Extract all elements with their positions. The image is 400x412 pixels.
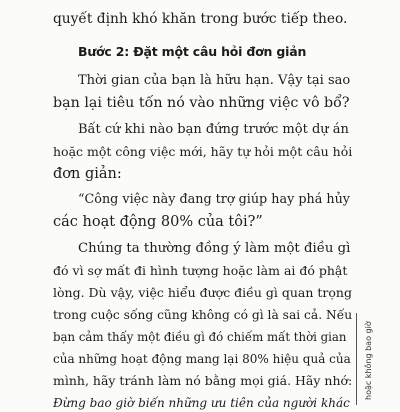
paragraph-line-italic: Đừng bao giờ biến những ưu tiên của người khác	[53, 396, 350, 410]
paragraph-line: bạn lại tiêu tốn nó vào những việc vô bổ?	[53, 95, 350, 111]
paragraph-line: lòng. Dù vậy, việc hiểu được điều gì quan trọng	[53, 285, 352, 300]
quote-line: các hoạt động 80% của tôi?”	[53, 214, 263, 230]
paragraph-line-top: quyết định khó khăn trong bước tiếp theo.	[53, 11, 348, 27]
paragraph-line: đơn giản:	[53, 166, 122, 182]
paragraph-line: đó vì sợ mất đi hình tượng hoặc làm ai đó phật	[53, 263, 348, 278]
paragraph-line: của những hoạt động mang lại 80% hiệu quả của	[53, 352, 351, 366]
paragraph-line: Bất cứ khi nào bạn đứng trước một dự án	[78, 122, 349, 137]
paragraph-line: hoặc một công việc mới, hãy tự hỏi một câu hỏi	[53, 144, 353, 159]
paragraph-line: trong cuộc sống cũng không có gì là sai cả. Nếu	[53, 308, 353, 322]
paragraph-line: mình, hãy tránh làm nó bằng mọi giá. Hãy nhớ:	[53, 373, 353, 388]
paragraph-line: bạn cảm thấy một điều gì đó chiếm mất thời gian	[53, 330, 347, 344]
quote-line: “Công việc này đang trợ giúp hay phá hủy	[78, 192, 350, 207]
section-heading: Bước 2: Đặt một câu hỏi đơn giản	[78, 44, 307, 59]
side-label: hoặc không bao giờ	[364, 321, 373, 400]
paragraph-line: Thời gian của bạn là hữu hạn. Vậy tại sao	[78, 73, 351, 88]
paragraph-line: Chúng ta thường đồng ý làm một điều gì	[78, 241, 351, 256]
